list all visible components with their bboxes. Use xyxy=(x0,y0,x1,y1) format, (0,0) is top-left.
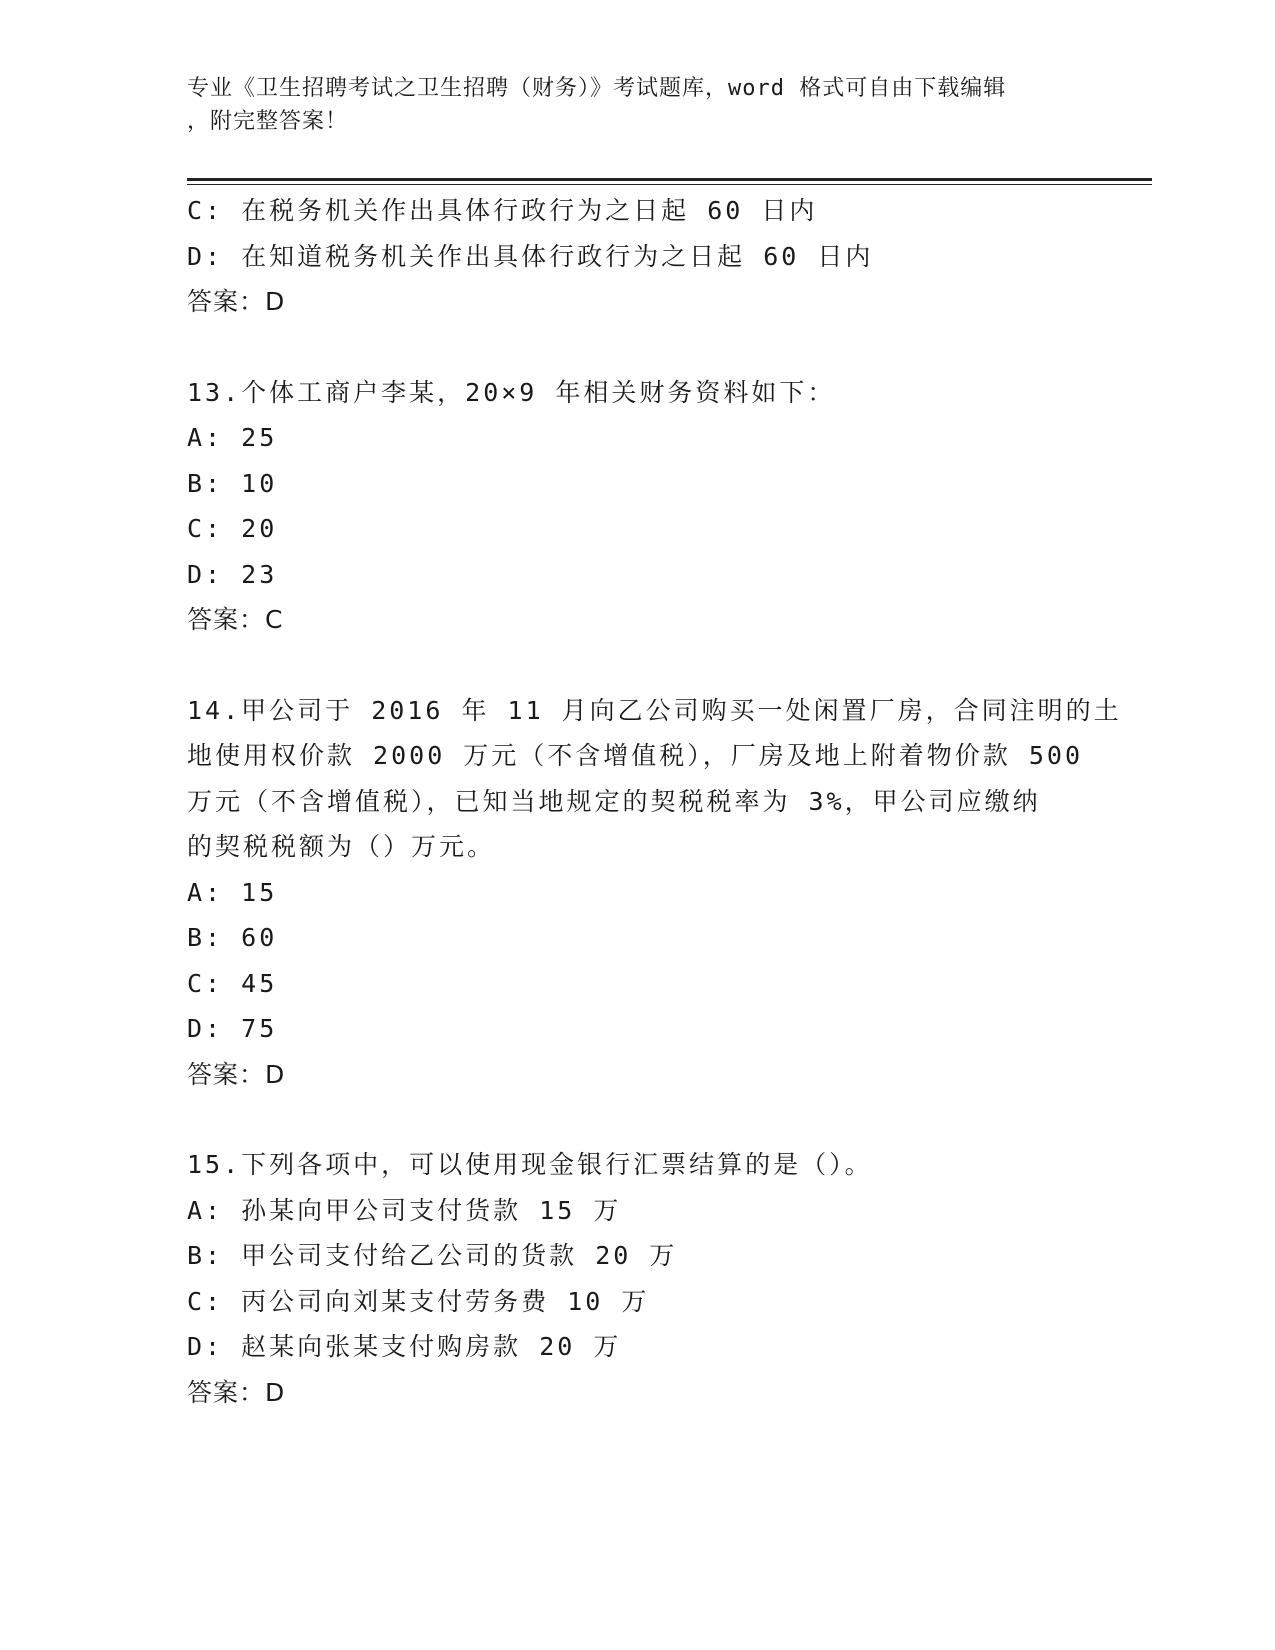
document-header xyxy=(187,72,1067,138)
option-c: C: 20 xyxy=(187,514,278,543)
option-c: C: 45 xyxy=(187,968,278,998)
question-stem-line-4: 的契税税额为（）万元。 xyxy=(187,832,496,861)
option-c: C: 在税务机关作出具体行政行为之日起 60 日内 xyxy=(187,196,818,225)
question-stem-line-3: 万元（不含增值税），已知当地规定的契税税率为 3%，甲公司应缴纳 xyxy=(187,786,1041,816)
option-b: B: 10 xyxy=(187,468,278,498)
header-line-2: ，附完整答案！ xyxy=(187,109,349,134)
question-continued xyxy=(187,188,1087,325)
header-line-1: 专业《卫生招聘考试之卫生招聘（财务）》考试题库，word 格式可自由下载编辑 xyxy=(187,76,1007,101)
question-stem-line-1: 14.甲公司于 2016 年 11 月向乙公司购买一处闲置厂房，合同注明的土 xyxy=(187,695,1122,725)
question-stem-line-2: 地使用权价款 2000 万元（不含增值税），厂房及地上附着物价款 500 xyxy=(187,741,1084,770)
option-c: C: 丙公司向刘某支付劳务费 10 万 xyxy=(187,1286,650,1316)
header-divider-thick xyxy=(187,178,1152,181)
question-stem: 15.下列各项中，可以使用现金银行汇票结算的是（）。 xyxy=(187,1150,873,1179)
answer-line: 答案：D xyxy=(187,1059,286,1089)
question-stem: 13.个体工商户李某，20×9 年相关财务资料如下： xyxy=(187,377,836,407)
option-a: A: 25 xyxy=(187,423,278,452)
option-a: A: 15 xyxy=(187,877,278,907)
question-list xyxy=(187,188,1122,1460)
header-divider-thin xyxy=(187,184,1152,185)
option-d: D: 在知道税务机关作出具体行政行为之日起 60 日内 xyxy=(187,241,874,271)
option-d: D: 赵某向张某支付购房款 20 万 xyxy=(187,1332,622,1361)
option-a: A: 孙某向甲公司支付货款 15 万 xyxy=(187,1195,622,1225)
option-b: B: 60 xyxy=(187,923,278,952)
question-13 xyxy=(187,370,1087,643)
option-b: B: 甲公司支付给乙公司的货款 20 万 xyxy=(187,1241,678,1270)
answer-line: 答案：C xyxy=(187,605,284,634)
answer-line: 答案：D xyxy=(187,1377,286,1407)
answer-line: 答案：D xyxy=(187,287,286,316)
question-14 xyxy=(187,688,1122,1098)
option-d: D: 75 xyxy=(187,1014,278,1043)
option-d: D: 23 xyxy=(187,559,278,589)
question-15 xyxy=(187,1142,1087,1415)
